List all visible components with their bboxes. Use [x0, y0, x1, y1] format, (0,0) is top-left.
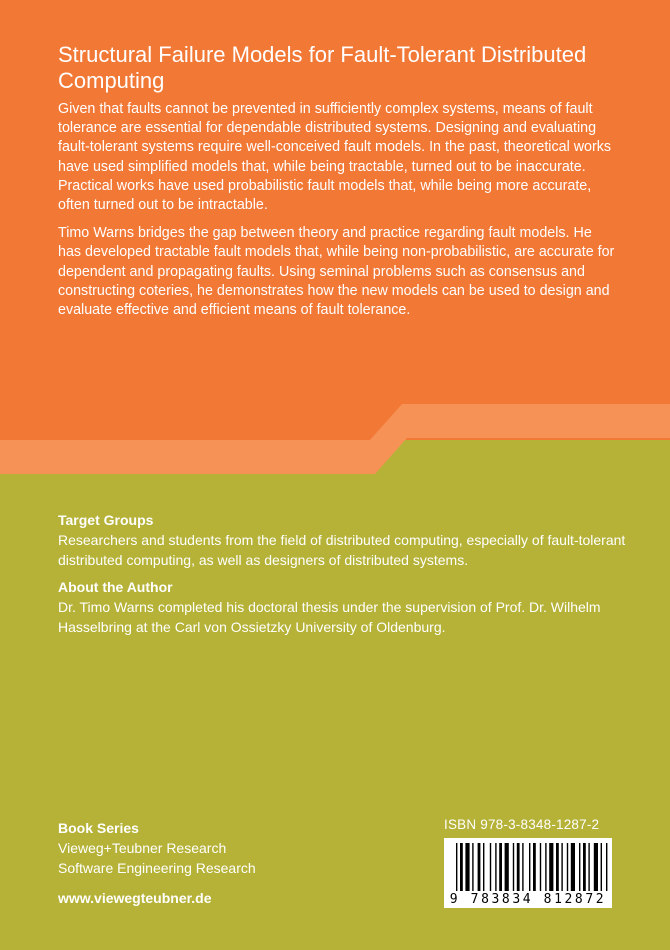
book-series-heading: Book Series	[58, 820, 139, 836]
book-description	[58, 100, 618, 329]
about-author-text: Dr. Timo Warns completed his doctoral thesis under the supervision of Prof. Dr. Wilhelm Hasselbring at the Carl von Ossietzky University of Oldenburg.	[58, 599, 601, 635]
barcode-bar	[513, 843, 514, 891]
barcode-bar	[465, 843, 469, 891]
barcode-bar	[517, 843, 520, 891]
barcode-bar	[499, 843, 502, 891]
barcode-bar	[594, 843, 598, 891]
barcode-bar	[483, 843, 484, 891]
barcode-bar	[545, 843, 546, 891]
barcode-bar	[490, 843, 491, 891]
target-groups-section	[58, 510, 638, 570]
book-series-section	[58, 818, 256, 878]
barcode-bar	[495, 843, 496, 891]
about-author-section	[58, 577, 638, 637]
barcode-bar	[540, 843, 541, 891]
book-title: Structural Failure Models for Fault-Tolerant Distributed Computing	[58, 42, 587, 93]
description-paragraph-2: Timo Warns bridges the gap between theory and practice regarding fault models. He has developed tractable fault models that, while being non-probabilistic, are accurate for dependent and propagating faults. Using seminal problems such as consensus and constructing coteries, he demonstrates how the new models can be used to design and evaluate effective and efficient means of fault tolerance.	[58, 225, 615, 319]
barcode-digits: 9 783834 812872	[449, 892, 607, 907]
barcode-bar	[460, 843, 463, 891]
barcode-bar	[478, 843, 481, 891]
barcode-bar	[472, 843, 473, 891]
barcode-bar	[505, 843, 509, 891]
isbn-label: ISBN 978-3-8348-1287-2	[444, 817, 600, 832]
barcode-bar	[579, 843, 580, 891]
series-name: Software Engineering Research	[58, 860, 256, 876]
target-groups-text: Researchers and students from the field of distributed computing, especially of fault-tolerant distributed computing, as well as designers of distributed systems.	[58, 532, 626, 568]
barcode-bar	[456, 843, 457, 891]
barcode-bar	[583, 843, 586, 891]
publisher-website: www.viewegteubner.de	[58, 890, 212, 906]
barcode-bar	[556, 843, 559, 891]
description-paragraph-1: Given that faults cannot be prevented in sufficiently complex systems, means of fault tolerance are essential for dependable distributed systems. Designing and evaluating fault-tolerant systems require well-conceived fault models. In the past, theoretical works have used simplified models that, while being tractable, turned out to be inaccurate. Practical works have used probabilistic fault models that, while being more accurate, often turned out to be intractable.	[58, 101, 612, 214]
barcode-bar	[588, 843, 589, 891]
isbn-barcode	[444, 838, 612, 908]
publisher-line: Vieweg+Teubner Research	[58, 840, 227, 856]
target-groups-heading: Target Groups	[58, 512, 154, 528]
barcode-bars	[444, 838, 612, 894]
barcode-bar	[561, 843, 562, 891]
about-author-heading: About the Author	[58, 579, 173, 595]
barcode-bar	[606, 843, 607, 891]
barcode-bar	[601, 843, 602, 891]
barcode-bar	[549, 843, 553, 891]
barcode-bar	[533, 843, 536, 891]
barcode-bar	[522, 843, 523, 891]
barcode-bar	[567, 843, 568, 891]
barcode-bar	[529, 843, 530, 891]
barcode-bar	[571, 843, 575, 891]
